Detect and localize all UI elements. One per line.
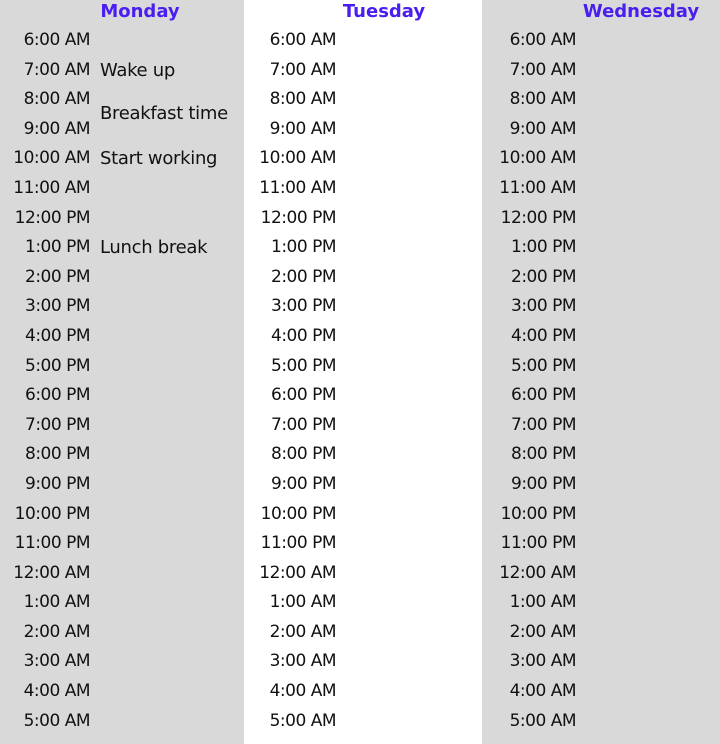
time-slot[interactable]: 10:00 AM (499, 148, 576, 169)
time-slot[interactable]: 10:00 PM (500, 503, 576, 524)
time-slot[interactable]: 12:00 PM (260, 207, 336, 228)
time-slot[interactable]: 10:00 PM (14, 503, 90, 524)
time-slot[interactable]: 4:00 PM (511, 325, 576, 346)
time-slot[interactable]: 4:00 AM (509, 681, 576, 702)
time-list-tuesday (244, 26, 336, 736)
event-lunch-break[interactable]: Lunch break (100, 237, 208, 258)
time-slot[interactable]: 6:00 PM (511, 385, 576, 406)
event-breakfast[interactable]: Breakfast time (100, 103, 228, 124)
day-title-wednesday: Wednesday (582, 1, 700, 22)
event-wake-up[interactable]: Wake up (100, 60, 175, 81)
time-slot[interactable]: 5:00 PM (271, 355, 336, 376)
time-slot[interactable]: 2:00 PM (511, 266, 576, 287)
time-slot[interactable]: 6:00 PM (25, 385, 90, 406)
day-column-monday (0, 0, 244, 744)
day-column-tuesday (244, 0, 482, 744)
time-slot[interactable]: 6:00 AM (269, 30, 336, 50)
time-slot[interactable]: 3:00 PM (25, 296, 90, 317)
time-slot[interactable]: 7:00 AM (509, 59, 576, 80)
time-slot[interactable]: 8:00 AM (23, 89, 90, 110)
time-slot[interactable]: 2:00 AM (23, 621, 90, 642)
time-slot[interactable]: 6:00 AM (509, 30, 576, 50)
time-slot[interactable]: 11:00 PM (260, 533, 336, 554)
time-list-wednesday (482, 26, 576, 736)
time-slot[interactable]: 9:00 PM (511, 473, 576, 494)
time-slot[interactable]: 11:00 AM (259, 177, 336, 198)
event-start-working[interactable]: Start working (100, 148, 218, 169)
time-slot[interactable]: 6:00 PM (271, 385, 336, 406)
time-slot[interactable]: 10:00 AM (259, 148, 336, 169)
time-slot[interactable]: 3:00 PM (271, 296, 336, 317)
time-slot[interactable]: 1:00 PM (25, 237, 90, 258)
time-slot[interactable]: 9:00 AM (269, 118, 336, 139)
time-slot[interactable]: 4:00 PM (25, 325, 90, 346)
time-slot[interactable]: 10:00 PM (260, 503, 336, 524)
day-title-monday: Monday (100, 1, 180, 22)
time-slot[interactable]: 8:00 PM (25, 444, 90, 465)
time-slot[interactable]: 3:00 AM (23, 651, 90, 672)
time-slot[interactable]: 11:00 PM (14, 533, 90, 554)
time-slot[interactable]: 5:00 AM (269, 710, 336, 731)
time-slot[interactable]: 3:00 AM (269, 651, 336, 672)
day-column-wednesday (482, 0, 720, 744)
time-slot[interactable]: 7:00 PM (25, 414, 90, 435)
time-slot[interactable]: 2:00 PM (271, 266, 336, 287)
time-slot[interactable]: 12:00 AM (499, 562, 576, 583)
time-slot[interactable]: 5:00 PM (511, 355, 576, 376)
time-slot[interactable]: 12:00 PM (500, 207, 576, 228)
time-slot[interactable]: 1:00 PM (511, 237, 576, 258)
time-slot[interactable]: 4:00 AM (23, 681, 90, 702)
time-slot[interactable]: 9:00 AM (509, 118, 576, 139)
time-slot[interactable]: 9:00 PM (25, 473, 90, 494)
time-slot[interactable]: 7:00 AM (23, 59, 90, 80)
time-slot[interactable]: 9:00 AM (23, 118, 90, 139)
time-slot[interactable]: 5:00 AM (23, 710, 90, 731)
time-slot[interactable]: 4:00 AM (269, 681, 336, 702)
time-slot[interactable]: 12:00 AM (13, 562, 90, 583)
time-slot[interactable]: 8:00 PM (511, 444, 576, 465)
time-slot[interactable]: 11:00 AM (13, 177, 90, 198)
time-slot[interactable]: 12:00 AM (259, 562, 336, 583)
time-slot[interactable]: 8:00 AM (509, 89, 576, 110)
time-slot[interactable]: 2:00 AM (509, 621, 576, 642)
time-slot[interactable]: 4:00 PM (271, 325, 336, 346)
time-slot[interactable]: 5:00 AM (509, 710, 576, 731)
time-slot[interactable]: 10:00 AM (13, 148, 90, 169)
time-list-monday (0, 26, 90, 736)
time-slot[interactable]: 6:00 AM (23, 30, 90, 50)
time-slot[interactable]: 1:00 AM (509, 592, 576, 613)
time-slot[interactable]: 1:00 PM (271, 237, 336, 258)
time-slot[interactable]: 11:00 PM (500, 533, 576, 554)
time-slot[interactable]: 1:00 AM (269, 592, 336, 613)
time-slot[interactable]: 8:00 PM (271, 444, 336, 465)
time-slot[interactable]: 9:00 PM (271, 473, 336, 494)
time-slot[interactable]: 7:00 PM (511, 414, 576, 435)
time-slot[interactable]: 7:00 PM (271, 414, 336, 435)
day-title-tuesday: Tuesday (342, 1, 426, 22)
time-slot[interactable]: 12:00 PM (14, 207, 90, 228)
time-slot[interactable]: 7:00 AM (269, 59, 336, 80)
time-slot[interactable]: 2:00 PM (25, 266, 90, 287)
time-slot[interactable]: 8:00 AM (269, 89, 336, 110)
time-slot[interactable]: 5:00 PM (25, 355, 90, 376)
time-slot[interactable]: 2:00 AM (269, 621, 336, 642)
time-slot[interactable]: 3:00 AM (509, 651, 576, 672)
time-slot[interactable]: 3:00 PM (511, 296, 576, 317)
time-slot[interactable]: 1:00 AM (23, 592, 90, 613)
time-slot[interactable]: 11:00 AM (499, 177, 576, 198)
